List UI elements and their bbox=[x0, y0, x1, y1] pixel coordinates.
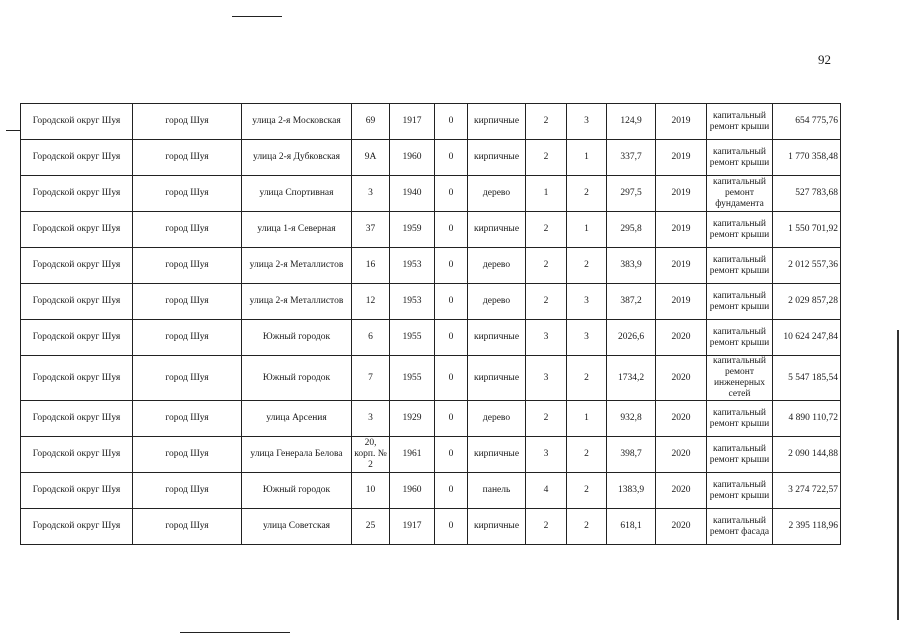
cell-entrances: 1 bbox=[567, 212, 607, 248]
cell-area: 383,9 bbox=[607, 248, 656, 284]
cell-entrances: 1 bbox=[567, 140, 607, 176]
cell-cost: 527 783,68 bbox=[773, 176, 841, 212]
cell-cost: 5 547 185,54 bbox=[773, 356, 841, 401]
table-row bbox=[21, 473, 841, 509]
cell-wall-material: кирпичные bbox=[468, 437, 526, 473]
table-body bbox=[21, 104, 841, 545]
scan-mark-top bbox=[232, 16, 282, 17]
table-row bbox=[21, 212, 841, 248]
cell-area: 295,8 bbox=[607, 212, 656, 248]
cell-work-type: капитальный ремонт крыши bbox=[707, 401, 773, 437]
cell-plan-year: 2019 bbox=[656, 248, 707, 284]
cell-plan-year: 2019 bbox=[656, 140, 707, 176]
cell-city: город Шуя bbox=[133, 212, 242, 248]
table-row bbox=[21, 176, 841, 212]
cell-build-year: 1917 bbox=[390, 509, 435, 545]
cell-zero-value: 0 bbox=[435, 509, 468, 545]
cell-street: улица 2-я Металлистов bbox=[242, 284, 352, 320]
cell-cost: 1 770 358,48 bbox=[773, 140, 841, 176]
cell-floors: 2 bbox=[526, 284, 567, 320]
cell-street: улица 2-я Московская bbox=[242, 104, 352, 140]
cell-cost: 654 775,76 bbox=[773, 104, 841, 140]
cell-district: Городской округ Шуя bbox=[21, 437, 133, 473]
cell-entrances: 2 bbox=[567, 356, 607, 401]
cell-work-type: капитальный ремонт крыши bbox=[707, 437, 773, 473]
cell-work-type: капитальный ремонт фундамента bbox=[707, 176, 773, 212]
cell-plan-year: 2019 bbox=[656, 104, 707, 140]
cell-wall-material: кирпичные bbox=[468, 509, 526, 545]
cell-entrances: 3 bbox=[567, 320, 607, 356]
cell-zero-value: 0 bbox=[435, 248, 468, 284]
cell-plan-year: 2019 bbox=[656, 176, 707, 212]
cell-district: Городской округ Шуя bbox=[21, 356, 133, 401]
cell-entrances: 2 bbox=[567, 509, 607, 545]
cell-city: город Шуя bbox=[133, 437, 242, 473]
cell-work-type: капитальный ремонт крыши bbox=[707, 473, 773, 509]
cell-plan-year: 2020 bbox=[656, 437, 707, 473]
cell-area: 932,8 bbox=[607, 401, 656, 437]
cell-area: 124,9 bbox=[607, 104, 656, 140]
cell-zero-value: 0 bbox=[435, 284, 468, 320]
cell-street: улица Генерала Белова bbox=[242, 437, 352, 473]
cell-street: улица 1-я Северная bbox=[242, 212, 352, 248]
cell-district: Городской округ Шуя bbox=[21, 401, 133, 437]
cell-street: улица Спортивная bbox=[242, 176, 352, 212]
table-row bbox=[21, 104, 841, 140]
cell-house-number: 3 bbox=[352, 401, 390, 437]
cell-plan-year: 2019 bbox=[656, 284, 707, 320]
cell-house-number: 6 bbox=[352, 320, 390, 356]
cell-build-year: 1959 bbox=[390, 212, 435, 248]
cell-floors: 2 bbox=[526, 509, 567, 545]
cell-plan-year: 2020 bbox=[656, 320, 707, 356]
cell-build-year: 1960 bbox=[390, 140, 435, 176]
cell-build-year: 1960 bbox=[390, 473, 435, 509]
cell-zero-value: 0 bbox=[435, 473, 468, 509]
table-row bbox=[21, 320, 841, 356]
cell-work-type: капитальный ремонт инженерных сетей bbox=[707, 356, 773, 401]
cell-district: Городской округ Шуя bbox=[21, 140, 133, 176]
cell-area: 387,2 bbox=[607, 284, 656, 320]
table-row bbox=[21, 140, 841, 176]
cell-floors: 3 bbox=[526, 356, 567, 401]
cell-plan-year: 2020 bbox=[656, 401, 707, 437]
cell-area: 297,5 bbox=[607, 176, 656, 212]
cell-street: улица 2-я Металлистов bbox=[242, 248, 352, 284]
cell-house-number: 12 bbox=[352, 284, 390, 320]
table-row bbox=[21, 248, 841, 284]
cell-build-year: 1940 bbox=[390, 176, 435, 212]
cell-zero-value: 0 bbox=[435, 437, 468, 473]
table-row bbox=[21, 401, 841, 437]
cell-plan-year: 2020 bbox=[656, 473, 707, 509]
cell-district: Городской округ Шуя bbox=[21, 473, 133, 509]
cell-build-year: 1953 bbox=[390, 284, 435, 320]
cell-city: город Шуя bbox=[133, 356, 242, 401]
cell-floors: 2 bbox=[526, 401, 567, 437]
cell-work-type: капитальный ремонт крыши bbox=[707, 284, 773, 320]
cell-floors: 3 bbox=[526, 320, 567, 356]
cell-floors: 2 bbox=[526, 104, 567, 140]
cell-house-number: 7 bbox=[352, 356, 390, 401]
cell-wall-material: кирпичные bbox=[468, 212, 526, 248]
cell-city: город Шуя bbox=[133, 176, 242, 212]
table-row bbox=[21, 509, 841, 545]
cell-district: Городской округ Шуя bbox=[21, 320, 133, 356]
cell-floors: 2 bbox=[526, 248, 567, 284]
cell-wall-material: кирпичные bbox=[468, 140, 526, 176]
cell-zero-value: 0 bbox=[435, 320, 468, 356]
cell-zero-value: 0 bbox=[435, 356, 468, 401]
table-row bbox=[21, 437, 841, 473]
cell-house-number: 10 bbox=[352, 473, 390, 509]
cell-work-type: капитальный ремонт крыши bbox=[707, 140, 773, 176]
cell-street: улица 2-я Дубковская bbox=[242, 140, 352, 176]
cell-floors: 4 bbox=[526, 473, 567, 509]
cell-city: город Шуя bbox=[133, 140, 242, 176]
cell-wall-material: дерево bbox=[468, 248, 526, 284]
cell-entrances: 2 bbox=[567, 176, 607, 212]
cell-city: город Шуя bbox=[133, 104, 242, 140]
housing-repair-table bbox=[20, 103, 841, 545]
cell-work-type: капитальный ремонт крыши bbox=[707, 104, 773, 140]
cell-cost: 2 395 118,96 bbox=[773, 509, 841, 545]
cell-city: город Шуя bbox=[133, 509, 242, 545]
cell-build-year: 1953 bbox=[390, 248, 435, 284]
cell-city: город Шуя bbox=[133, 401, 242, 437]
cell-area: 337,7 bbox=[607, 140, 656, 176]
cell-house-number: 9А bbox=[352, 140, 390, 176]
cell-work-type: капитальный ремонт крыши bbox=[707, 248, 773, 284]
cell-street: Южный городок bbox=[242, 473, 352, 509]
cell-street: улица Арсения bbox=[242, 401, 352, 437]
table-row bbox=[21, 284, 841, 320]
cell-street: улица Советская bbox=[242, 509, 352, 545]
cell-area: 618,1 bbox=[607, 509, 656, 545]
cell-floors: 1 bbox=[526, 176, 567, 212]
cell-district: Городской округ Шуя bbox=[21, 176, 133, 212]
table-row bbox=[21, 356, 841, 401]
cell-district: Городской округ Шуя bbox=[21, 509, 133, 545]
cell-wall-material: дерево bbox=[468, 284, 526, 320]
cell-cost: 4 890 110,72 bbox=[773, 401, 841, 437]
cell-area: 1734,2 bbox=[607, 356, 656, 401]
cell-wall-material: кирпичные bbox=[468, 104, 526, 140]
page-number: 92 bbox=[818, 52, 831, 67]
cell-city: город Шуя bbox=[133, 320, 242, 356]
cell-entrances: 1 bbox=[567, 401, 607, 437]
cell-city: город Шуя bbox=[133, 248, 242, 284]
cell-city: город Шуя bbox=[133, 473, 242, 509]
cell-district: Городской округ Шуя bbox=[21, 104, 133, 140]
cell-zero-value: 0 bbox=[435, 140, 468, 176]
cell-entrances: 2 bbox=[567, 473, 607, 509]
cell-build-year: 1955 bbox=[390, 320, 435, 356]
cell-street: Южный городок bbox=[242, 320, 352, 356]
cell-plan-year: 2020 bbox=[656, 509, 707, 545]
cell-district: Городской округ Шуя bbox=[21, 212, 133, 248]
cell-wall-material: кирпичные bbox=[468, 320, 526, 356]
cell-work-type: капитальный ремонт крыши bbox=[707, 212, 773, 248]
cell-floors: 3 bbox=[526, 437, 567, 473]
scan-mark-bottom bbox=[180, 632, 290, 633]
cell-zero-value: 0 bbox=[435, 104, 468, 140]
cell-work-type: капитальный ремонт крыши bbox=[707, 320, 773, 356]
cell-work-type: капитальный ремонт фасада bbox=[707, 509, 773, 545]
cell-entrances: 2 bbox=[567, 248, 607, 284]
cell-area: 2026,6 bbox=[607, 320, 656, 356]
cell-area: 1383,9 bbox=[607, 473, 656, 509]
cell-floors: 2 bbox=[526, 212, 567, 248]
cell-wall-material: дерево bbox=[468, 176, 526, 212]
cell-street: Южный городок bbox=[242, 356, 352, 401]
cell-plan-year: 2020 bbox=[656, 356, 707, 401]
scan-mark-right bbox=[897, 330, 899, 620]
cell-house-number: 3 bbox=[352, 176, 390, 212]
cell-build-year: 1929 bbox=[390, 401, 435, 437]
cell-zero-value: 0 bbox=[435, 176, 468, 212]
cell-cost: 2 012 557,36 bbox=[773, 248, 841, 284]
cell-zero-value: 0 bbox=[435, 401, 468, 437]
cell-entrances: 3 bbox=[567, 284, 607, 320]
cell-entrances: 2 bbox=[567, 437, 607, 473]
cell-build-year: 1961 bbox=[390, 437, 435, 473]
cell-area: 398,7 bbox=[607, 437, 656, 473]
cell-house-number: 16 bbox=[352, 248, 390, 284]
cell-wall-material: панель bbox=[468, 473, 526, 509]
cell-cost: 2 029 857,28 bbox=[773, 284, 841, 320]
cell-cost: 1 550 701,92 bbox=[773, 212, 841, 248]
cell-district: Городской округ Шуя bbox=[21, 248, 133, 284]
scan-mark-left bbox=[6, 130, 20, 131]
cell-wall-material: дерево bbox=[468, 401, 526, 437]
cell-entrances: 3 bbox=[567, 104, 607, 140]
cell-build-year: 1955 bbox=[390, 356, 435, 401]
cell-floors: 2 bbox=[526, 140, 567, 176]
cell-cost: 2 090 144,88 bbox=[773, 437, 841, 473]
cell-district: Городской округ Шуя bbox=[21, 284, 133, 320]
cell-zero-value: 0 bbox=[435, 212, 468, 248]
cell-cost: 10 624 247,84 bbox=[773, 320, 841, 356]
cell-plan-year: 2019 bbox=[656, 212, 707, 248]
cell-build-year: 1917 bbox=[390, 104, 435, 140]
cell-house-number: 25 bbox=[352, 509, 390, 545]
cell-city: город Шуя bbox=[133, 284, 242, 320]
cell-cost: 3 274 722,57 bbox=[773, 473, 841, 509]
cell-house-number: 20, корп. № 2 bbox=[352, 437, 390, 473]
cell-house-number: 37 bbox=[352, 212, 390, 248]
cell-house-number: 69 bbox=[352, 104, 390, 140]
cell-wall-material: кирпичные bbox=[468, 356, 526, 401]
